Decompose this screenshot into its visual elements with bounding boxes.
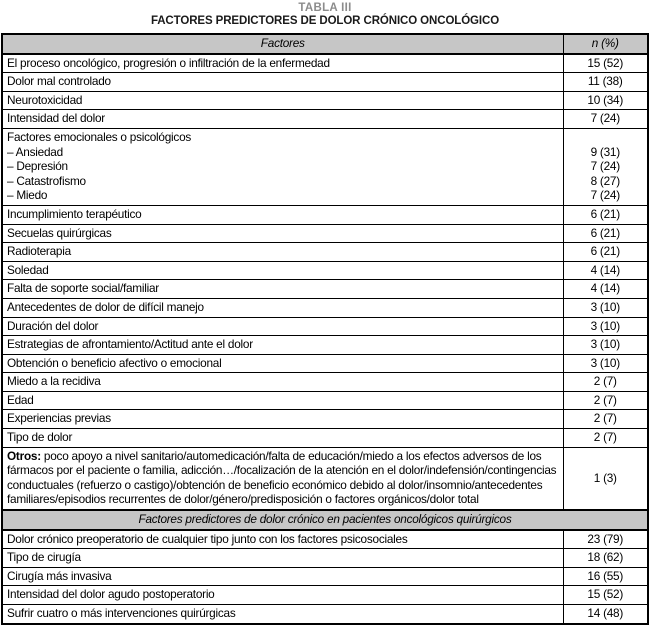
factor-label: Tipo de dolor bbox=[2, 429, 563, 448]
table-row bbox=[2, 429, 648, 448]
table-row bbox=[2, 73, 648, 92]
factor-value: 14 (48) bbox=[563, 605, 648, 624]
column-header-row bbox=[2, 34, 648, 54]
table-row bbox=[2, 224, 648, 243]
factor-value: 16 (55) bbox=[563, 567, 648, 586]
factor-value: 7 (24) bbox=[563, 110, 648, 129]
table-row bbox=[2, 410, 648, 429]
factor-label: Intensidad del dolor agudo postoperatorio bbox=[2, 586, 563, 605]
section-header-row bbox=[2, 510, 648, 530]
value-line: 8 (27) bbox=[590, 173, 620, 188]
table-row bbox=[2, 261, 648, 280]
factor-label: Duración del dolor bbox=[2, 317, 563, 336]
factor-value: 11 (38) bbox=[563, 73, 648, 92]
factor-line: – Catastrofismo bbox=[7, 173, 86, 188]
table-row bbox=[2, 91, 648, 110]
value-group-cell bbox=[563, 128, 648, 205]
value-line: 7 (24) bbox=[590, 159, 620, 174]
table-row bbox=[2, 54, 648, 73]
table-row bbox=[2, 373, 648, 392]
factor-label: Incumplimiento terapéutico bbox=[2, 205, 563, 224]
factor-value: 15 (52) bbox=[563, 586, 648, 605]
otros-factor-cell bbox=[2, 447, 563, 510]
factor-label: Neurotoxicidad bbox=[2, 91, 563, 110]
factors-table bbox=[1, 33, 649, 625]
factor-value: 2 (7) bbox=[563, 391, 648, 410]
table-row bbox=[2, 530, 648, 549]
factors-table-body bbox=[2, 34, 648, 624]
table-row bbox=[2, 205, 648, 224]
factor-label: Experiencias previas bbox=[2, 410, 563, 429]
factor-label: Intensidad del dolor bbox=[2, 110, 563, 129]
factor-label: Soledad bbox=[2, 261, 563, 280]
table-row-otros bbox=[2, 447, 648, 510]
table-caption bbox=[1, 2, 649, 28]
factor-label: Estrategias de afrontamiento/Actitud ante el dolor bbox=[2, 336, 563, 355]
table-row bbox=[2, 586, 648, 605]
table-row bbox=[2, 298, 648, 317]
factor-label: Dolor mal controlado bbox=[2, 73, 563, 92]
factor-label: Radioterapia bbox=[2, 243, 563, 262]
value-line bbox=[568, 130, 644, 145]
factor-value: 10 (34) bbox=[563, 91, 648, 110]
factor-label: Cirugía más invasiva bbox=[2, 567, 563, 586]
column-header-n-pct: n (%) bbox=[563, 34, 648, 54]
table-row bbox=[2, 317, 648, 336]
value-line: 7 (24) bbox=[590, 188, 620, 203]
factor-value: 6 (21) bbox=[563, 243, 648, 262]
factor-line: – Depresión bbox=[7, 159, 68, 174]
table-row bbox=[2, 391, 648, 410]
factor-value: 4 (14) bbox=[563, 261, 648, 280]
factor-value: 15 (52) bbox=[563, 54, 648, 73]
table-row bbox=[2, 549, 648, 568]
factor-value: 2 (7) bbox=[563, 373, 648, 392]
factor-label: Tipo de cirugía bbox=[2, 549, 563, 568]
section-header-label: Factores predictores de dolor crónico en pacientes oncológicos quirúrgicos bbox=[2, 510, 648, 530]
factor-value: 3 (10) bbox=[563, 298, 648, 317]
table-row bbox=[2, 110, 648, 129]
table-row bbox=[2, 354, 648, 373]
factor-label: Miedo a la recidiva bbox=[2, 373, 563, 392]
table-row bbox=[2, 280, 648, 299]
factor-label: Secuelas quirúrgicas bbox=[2, 224, 563, 243]
otros-text: poco apoyo a nivel sanitario/automedicación/falta de educación/miedo a los efectos adversos de los fármacos por el paciente o familia, adicción…/focalización de la atención en el dolor/indefensión/contingencias conductuales (refuerzo o castigo)/obtención de beneficio económico debido al dolor/insomnio/antecedentes familiares/episodios recurrentes de dolor/género/predisposición o factores orgánicos/dolor total bbox=[7, 448, 557, 507]
factor-label: Sufrir cuatro o más intervenciones quirúrgicas bbox=[2, 605, 563, 624]
factor-value: 4 (14) bbox=[563, 280, 648, 299]
table-row bbox=[2, 336, 648, 355]
factor-value: 2 (7) bbox=[563, 410, 648, 429]
factor-value: 3 (10) bbox=[563, 317, 648, 336]
factor-value: 6 (21) bbox=[563, 205, 648, 224]
table-row bbox=[2, 567, 648, 586]
factor-group-cell bbox=[2, 128, 563, 205]
factor-line: Factores emocionales o psicológicos bbox=[7, 129, 192, 144]
factor-value: 6 (21) bbox=[563, 224, 648, 243]
column-header-factors: Factores bbox=[2, 34, 563, 54]
table-row-group bbox=[2, 128, 648, 205]
factor-value: 3 (10) bbox=[563, 336, 648, 355]
factor-label: Falta de soporte social/familiar bbox=[2, 280, 563, 299]
table-number: TABLA III bbox=[298, 2, 352, 14]
factor-label: Obtención o beneficio afectivo o emocional bbox=[2, 354, 563, 373]
factor-value: 18 (62) bbox=[563, 549, 648, 568]
factor-label: El proceso oncológico, progresión o infiltración de la enfermedad bbox=[2, 54, 563, 73]
factor-value: 23 (79) bbox=[563, 530, 648, 549]
table-row bbox=[2, 605, 648, 624]
value-line: 9 (31) bbox=[590, 144, 620, 159]
factor-label: Dolor crónico preoperatorio de cualquier tipo junto con los factores psicosociales bbox=[2, 530, 563, 549]
table-title: FACTORES PREDICTORES DE DOLOR CRÓNICO ONCOLÓGICO bbox=[150, 15, 500, 27]
factor-line: – Ansiedad bbox=[7, 144, 63, 159]
otros-lead-label: Otros: bbox=[7, 448, 41, 463]
factor-value: 3 (10) bbox=[563, 354, 648, 373]
table-row bbox=[2, 243, 648, 262]
factor-line: – Miedo bbox=[7, 188, 48, 203]
factor-label: Antecedentes de dolor de difícil manejo bbox=[2, 298, 563, 317]
value-cell: 1 (3) bbox=[563, 447, 648, 510]
factor-value: 2 (7) bbox=[563, 429, 648, 448]
factor-label: Edad bbox=[2, 391, 563, 410]
